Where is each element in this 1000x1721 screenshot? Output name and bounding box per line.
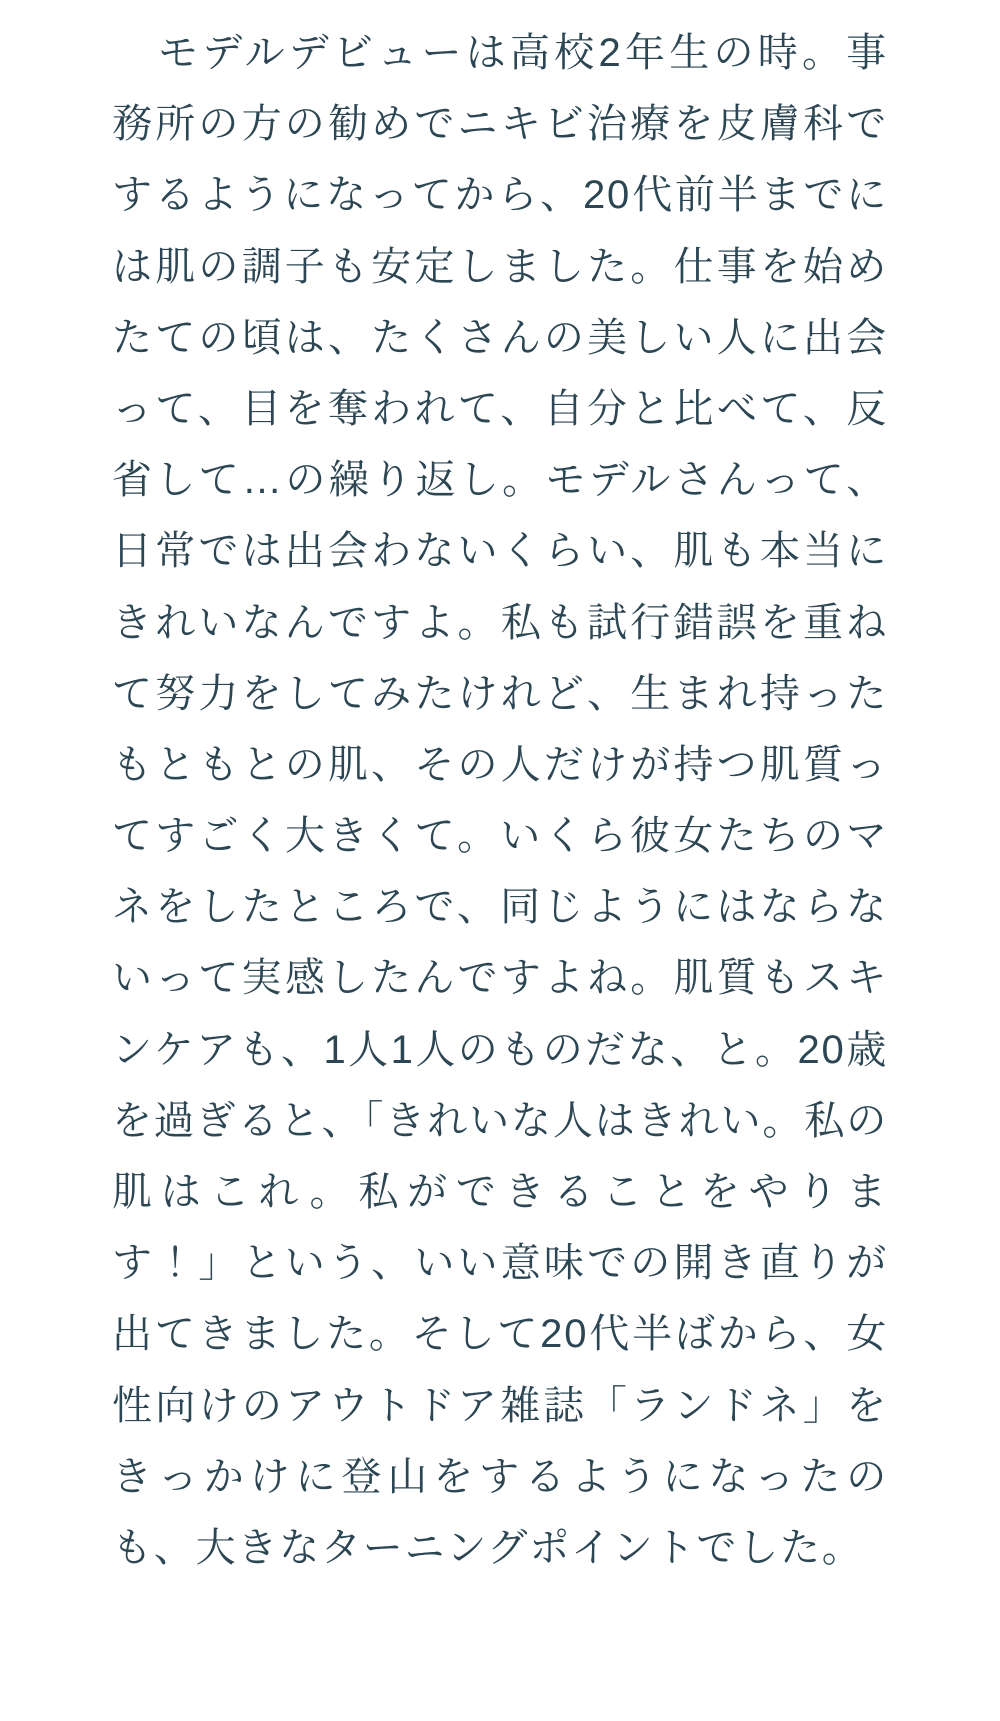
article-body [112,18,888,1584]
article-paragraph: モデルデビューは高校2年生の時。事務所の方の勧めでニキビ治療を皮膚科でするようになってから、20代前半までには肌の調子も安定しました。仕事を始めたての頃は、たくさんの美しい人に出会って、目を奪われて、自分と比べて、反省して…の繰り返し。モデルさんって、日常では出会わないくらい、肌も本当にきれいなんですよ。私も試行錯誤を重ねて努力をしてみたけれど、生まれ持ったもともとの肌、その人だけが持つ肌質ってすごく大きくて。いくら彼女たちのマネをしたところで、同じようにはならないって実感したんですよね。肌質もスキンケアも、1人1人のものだな、と。20歳を過ぎると、「きれいな人はきれい。私の肌はこれ。私ができることをやります！」という、いい意味での開き直りが出てきました。そして20代半ばから、女性向けのアウトドア雑誌「ランドネ」をきっかけに登山をするようになったのも、大きなターニングポイントでした。 [112,31,888,1570]
